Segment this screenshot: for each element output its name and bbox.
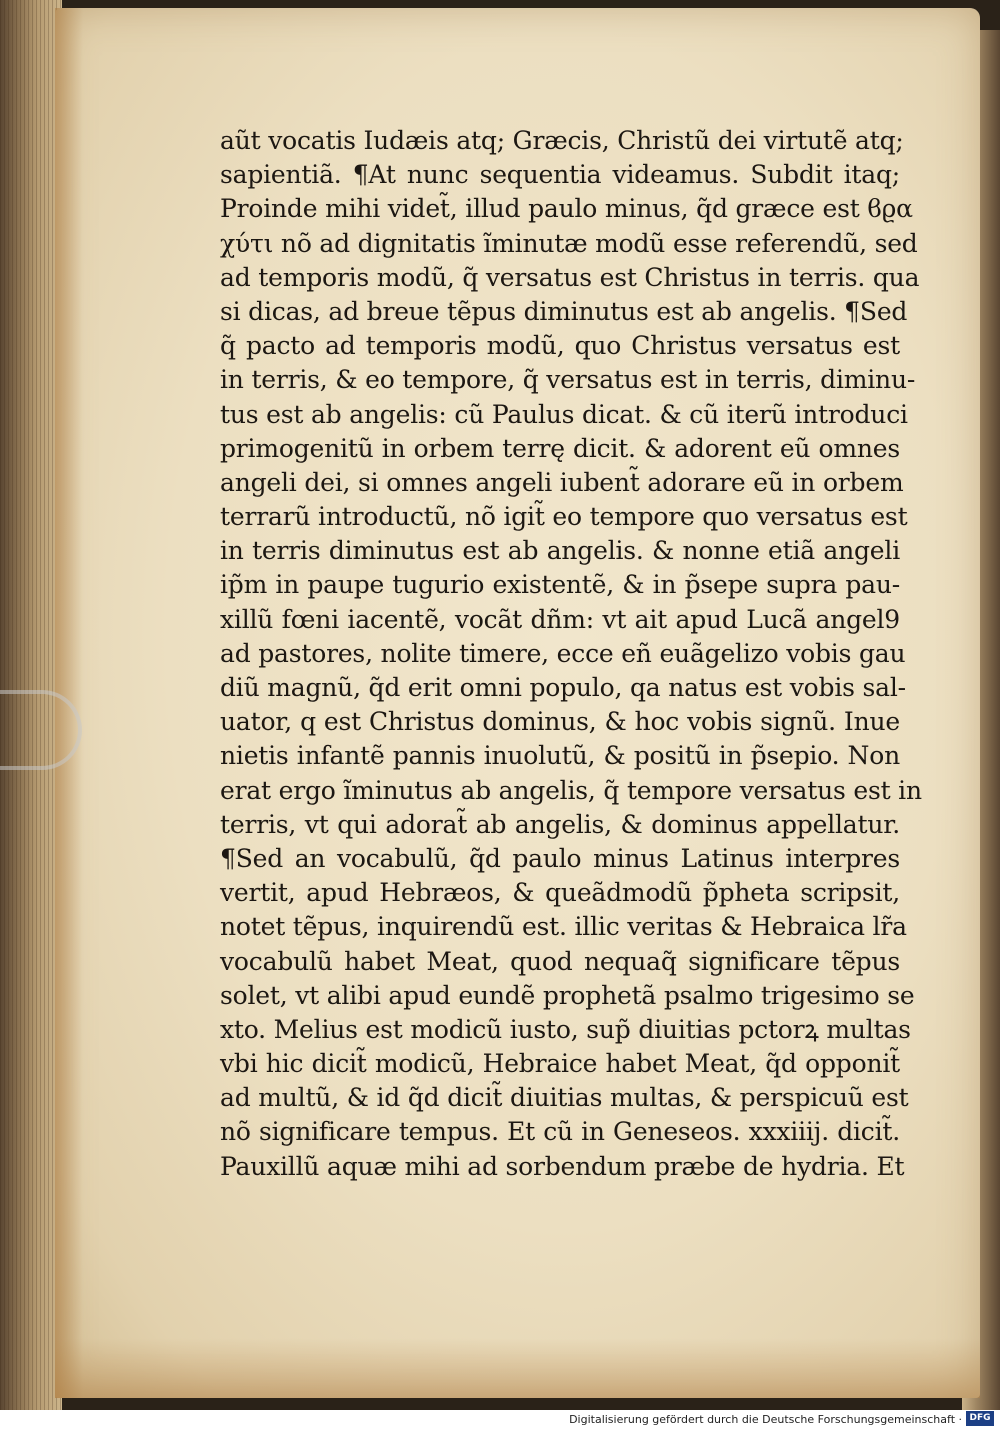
text-line: nõ significare tempus. Et cũ in Geneseos. xxxiiij. dicit̃. bbox=[220, 1117, 900, 1147]
text-line: terrarũ introductũ, nõ igit̃ eo tempore quo versatus est bbox=[220, 502, 908, 532]
text-line: q̃ pacto ad temporis modũ, quo Christus versatus est bbox=[220, 331, 900, 361]
text-line: ip̃m in paupe tugurio existentẽ, & in p̃sepe supra pau- bbox=[220, 570, 900, 600]
dfg-logo: DFG bbox=[966, 1411, 994, 1426]
text-line: ad pastores, nolite timere, ecce eñ euãgelizo vobis gau bbox=[220, 638, 906, 668]
text-line: angeli dei, si omnes angeli iubent̃ adorare eũ in orbem bbox=[220, 467, 904, 497]
text-line: in terris diminutus est ab angelis. & nonne etiã angeli bbox=[220, 536, 900, 566]
text-line: solet, vt alibi apud eundẽ prophetã psalmo trigesimo se bbox=[220, 980, 915, 1010]
text-line: si dicas, ad breue tẽpus diminutus est ab angelis. ¶Sed bbox=[220, 296, 908, 326]
text-line: vocabulũ habet Meat, quod nequaq̃ significare tẽpus bbox=[220, 946, 900, 976]
text-line: ad multũ, & id q̃d dicit̃ diuitias multas, & perspicuũ est bbox=[220, 1083, 909, 1113]
text-line: xto. Melius est modicũ iusto, sup̃ diuitias pctorꝝ multas bbox=[220, 1014, 911, 1044]
text-line: ¶Sed an vocabulũ, q̃d paulo minus Latinus interpres bbox=[220, 843, 900, 873]
text-line: diũ magnũ, q̃d erit omni populo, qa natus est vobis sal- bbox=[220, 673, 906, 702]
text-line: xillũ fœni iacentẽ, vocãt dñm: vt ait apud Lucã angel9 bbox=[220, 604, 900, 634]
text-line: uator, q est Christus dominus, & hoc vobis signũ. Inue bbox=[220, 707, 900, 737]
text-line: in terris, & eo tempore, q̃ versatus est in terris, diminu- bbox=[220, 365, 916, 395]
text-line: aũt vocatis Iudæis atq; Græcis, Christũ dei virtutẽ atq; bbox=[220, 126, 904, 155]
text-line: vertit, apud Hebræos, & queãdmodũ p̃pheta scripsit, bbox=[220, 878, 900, 908]
text-line: primogenitũ in orbem terrę dicit. & adorent eũ omnes bbox=[220, 433, 900, 463]
digitization-credit: Digitalisierung gefördert durch die Deutsche Forschungsgemeinschaft · bbox=[0, 1410, 1000, 1429]
text-line: ad temporis modũ, q̃ versatus est Christus in terris. qua bbox=[220, 262, 920, 292]
text-line: Pauxillũ aquæ mihi ad sorbendum præbe de hydria. Et bbox=[220, 1151, 905, 1181]
text-line: notet tẽpus, inquirendũ est. illic veritas & Hebraica lr̃a bbox=[220, 912, 907, 942]
text-line: vbi hic dicit̃ modicũ, Hebraice habet Meat, q̃d opponit̃ bbox=[220, 1049, 900, 1079]
text-line: nietis infantẽ pannis inuolutũ, & positũ in p̃sepio. Non bbox=[220, 741, 900, 771]
text-line: erat ergo ĩminutus ab angelis, q̃ tempore versatus est in bbox=[220, 775, 922, 805]
page-stain-bottom bbox=[55, 1338, 980, 1398]
text-line: sapientiã. ¶At nunc sequentia videamus. Subdit itaq; bbox=[220, 160, 900, 190]
text-line: Proinde mihi videt̃, illud paulo minus, q̃d græce est ϐϱα bbox=[220, 194, 913, 224]
page-clip bbox=[0, 690, 82, 770]
text-line: χύτι nõ ad dignitatis ĩminutæ modũ esse referendũ, sed bbox=[220, 228, 918, 258]
text-column bbox=[220, 124, 922, 1184]
text-line: tus est ab angelis: cũ Paulus dicat. & cũ iterũ introduci bbox=[220, 399, 908, 429]
text-line: terris, vt qui adorat̃ ab angelis, & dominus appellatur. bbox=[220, 809, 900, 839]
